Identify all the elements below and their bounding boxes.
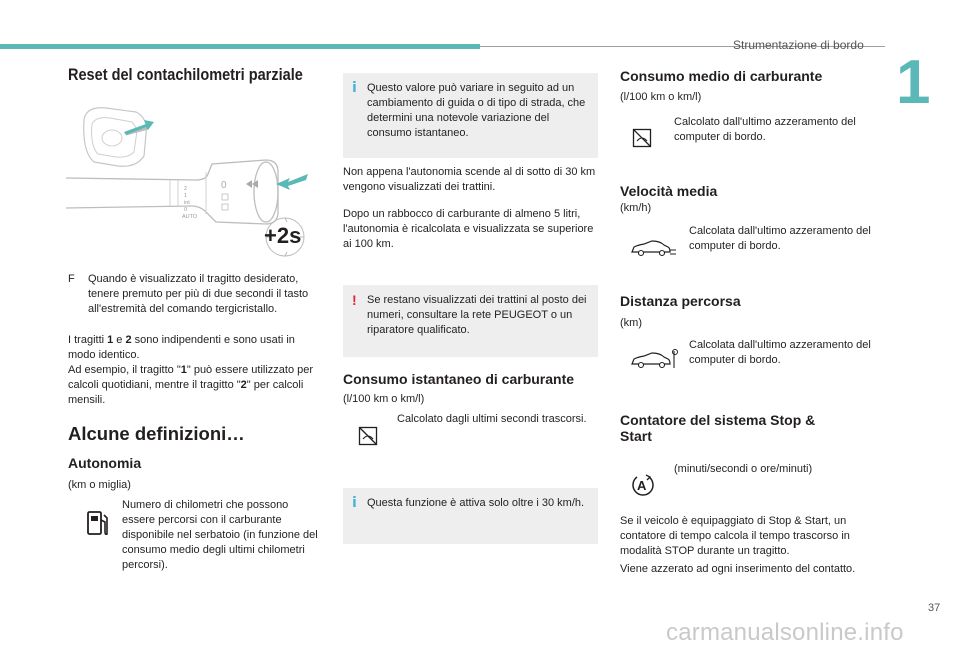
stop-start-reset-note: Viene azzerato ad ogni inserimento del contatto. [620, 563, 856, 575]
instant-consumption-description: Calcolato dagli ultimi secondi trascorsi. [397, 413, 587, 425]
svg-text:2: 2 [184, 186, 188, 192]
paragraph-refuel: Dopo un rabbocco di carburante di almeno 5 litri, l'autonomia è ricalcolata e visualizzata se superiore ai 100 km. [343, 208, 594, 250]
svg-text:0: 0 [221, 180, 227, 191]
header-accent-bar [0, 44, 480, 49]
distance-description: Calcolata dall'ultimo azzeramento del computer di bordo. [689, 339, 871, 366]
autonomia-title: Autonomia [68, 455, 142, 471]
chapter-number: 1 [896, 48, 931, 117]
average-consumption-title: Consumo medio di carburante [620, 68, 823, 84]
car-flag-icon [630, 348, 680, 370]
paragraph-dashes: Non appena l'autonomia scende al di sotto di 30 km vengono visualizzati dei trattini. [343, 166, 596, 193]
autonomia-description: Numero di chilometri che possono essere percorsi con il carburante disponibile nel serbatoio (in funzione del consumo medio degli ultimi chilometri percorsi). [122, 499, 318, 571]
average-consumption-description: Calcolato dall'ultimo azzeramento del computer di bordo. [674, 116, 856, 143]
distance-title: Distanza percorsa [620, 293, 741, 309]
info-note-text: Questo valore può variare in seguito ad un cambiamento di guida o di tipo di strada, che determini una notevole variazione del consumo istantaneo. [367, 82, 586, 139]
reset-title: Reset del contachilometri parziale [68, 66, 303, 84]
stop-start-description: Se il veicolo è equipaggiato di Stop & Start, un contatore di tempo calcola il tempo trascorso in modalità STOP durante un tragitto. [620, 515, 850, 557]
paragraph-trips: I tragitti 1 e 2 sono indipendenti e sono usati in modo identico. [68, 334, 295, 361]
bullet-marker: F [68, 273, 75, 285]
bullet-text: Quando è visualizzato il tragitto desiderato, tenere premuto per più di due secondi il tasto all'estremità del comando tergicristallo. [88, 273, 309, 315]
paragraph-example: Ad esempio, il tragitto "1" può essere utilizzato per calcoli quotidiani, mentre il tragitto "2" per calcoli mensili. [68, 364, 314, 406]
info-note-speed [343, 488, 598, 544]
stop-start-title: Contatore del sistema Stop & Start [620, 412, 816, 444]
warning-note [343, 285, 598, 357]
stop-start-unit: (minuti/secondi o ore/minuti) [674, 463, 813, 475]
instant-consumption-title: Consumo istantaneo di carburante [343, 371, 575, 387]
stop-start-icon-letter: A [637, 478, 647, 493]
section-title: Strumentazione di bordo [733, 38, 864, 52]
average-consumption-unit: (l/100 km o km/l) [620, 91, 702, 103]
svg-text:1: 1 [184, 193, 188, 199]
warning-note-text: Se restano visualizzati dei trattini al posto dei numeri, consultare la rete PEUGEOT o un riparatore qualificato. [367, 294, 587, 336]
hold-two-seconds-badge: +2s [264, 223, 302, 248]
info-note-variation [343, 73, 598, 158]
svg-text:AUTO: AUTO [182, 214, 198, 220]
info-icon: i [352, 80, 357, 96]
autonomia-unit: (km o miglia) [68, 479, 131, 491]
fuel-gauge-crossed-icon [632, 128, 652, 148]
distance-unit: (km) [620, 317, 642, 329]
average-speed-unit: (km/h) [620, 202, 652, 214]
svg-text:0: 0 [184, 207, 188, 213]
page-number: 37 [928, 602, 941, 614]
average-speed-description: Calcolata dall'ultimo azzeramento del computer di bordo. [689, 225, 871, 252]
car-speed-icon [630, 238, 678, 258]
average-speed-title: Velocità media [620, 183, 718, 199]
definitions-title: Alcune definizioni… [68, 423, 245, 444]
info-note-speed-text: Questa funzione è attiva solo oltre i 30 km/h. [367, 497, 585, 509]
info-icon: i [352, 495, 357, 511]
instant-consumption-unit: (l/100 km o km/l) [343, 393, 425, 405]
watermark: carmanualsonline.info [666, 619, 904, 646]
fuel-gauge-crossed-icon [358, 426, 378, 446]
fuel-pump-icon [86, 508, 110, 538]
warning-icon: ! [352, 292, 357, 308]
svg-text:int: int [184, 200, 190, 206]
